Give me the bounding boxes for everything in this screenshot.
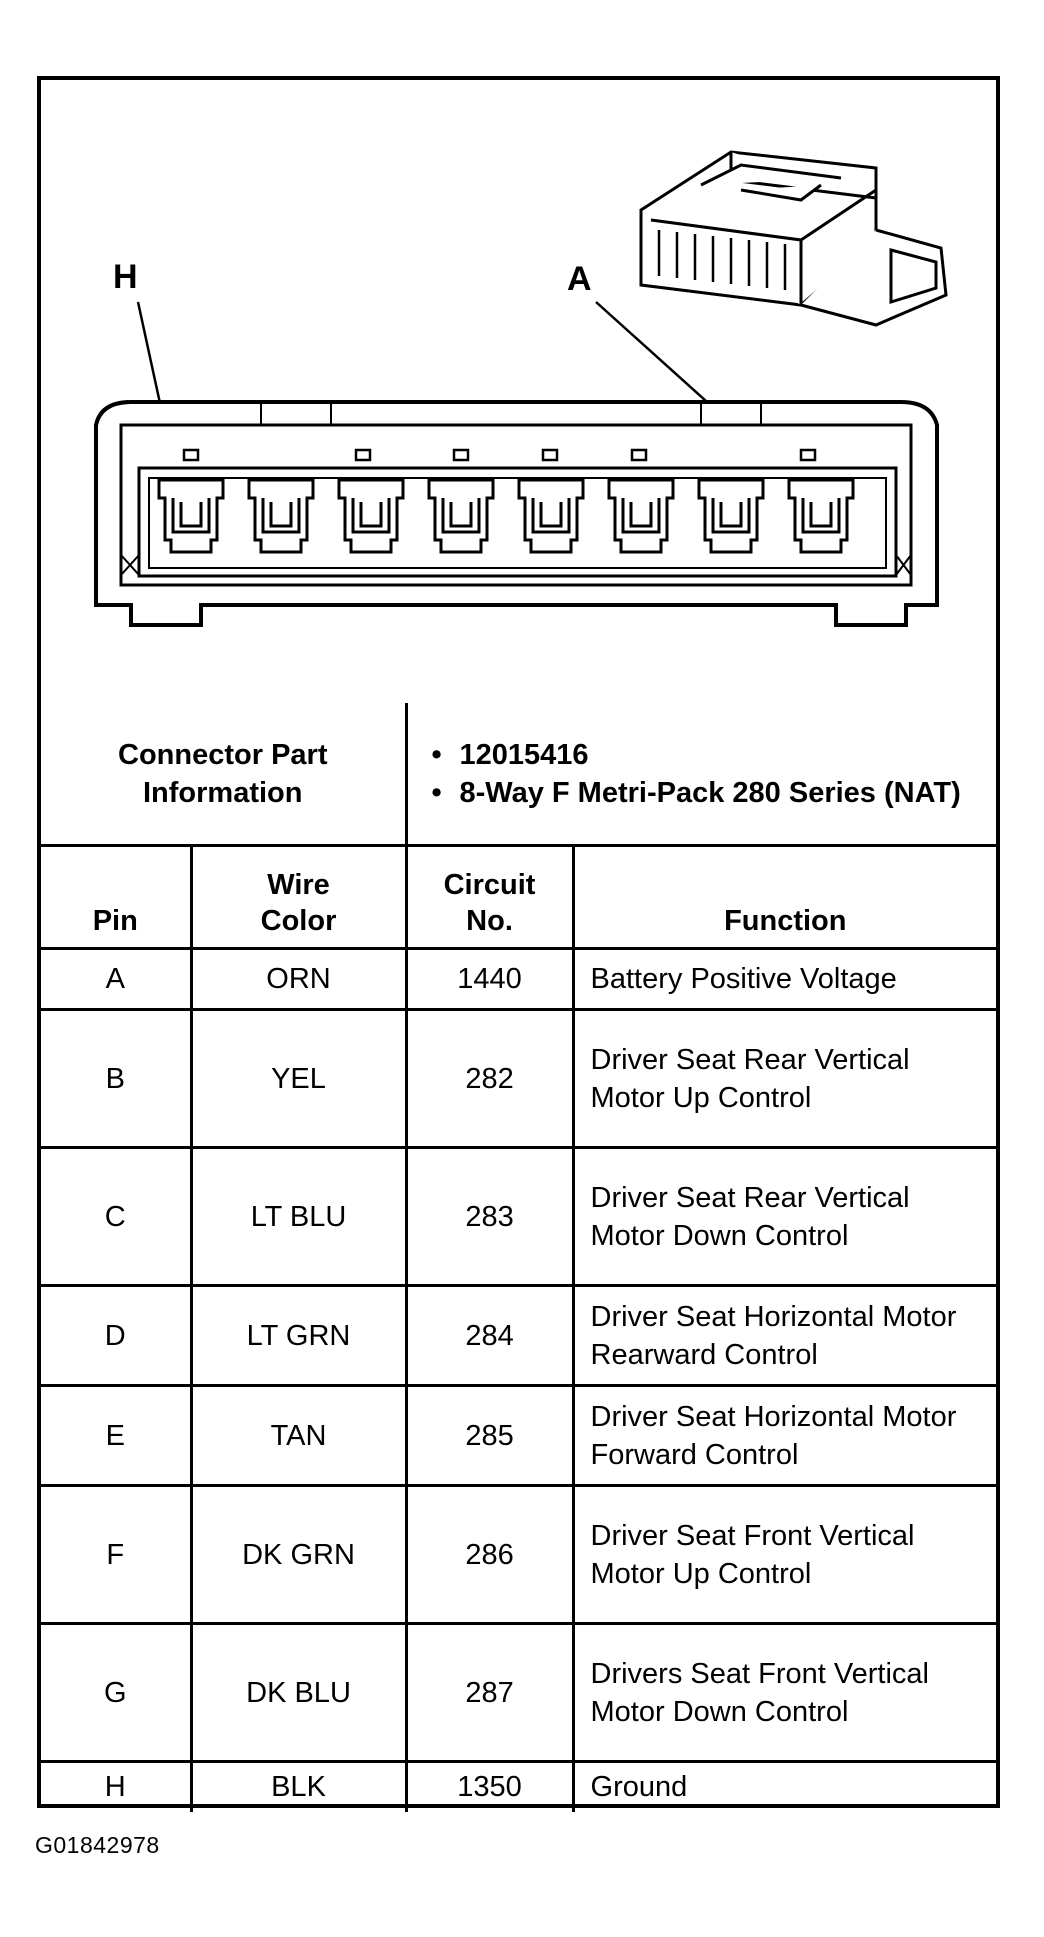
circuit-cell: 1350 xyxy=(406,1762,573,1812)
connector-info-label: Connector Part Information xyxy=(41,703,406,846)
cavity-a xyxy=(789,480,853,552)
connector-description: • 8-Way F Metri-Pack 280 Series (NAT) xyxy=(432,774,997,812)
table-row xyxy=(41,1148,996,1286)
wire-color-cell: LT BLU xyxy=(191,1148,406,1286)
table-row xyxy=(41,1762,996,1812)
figure-code: G01842978 xyxy=(35,1832,160,1858)
circuit-cell: 285 xyxy=(406,1386,573,1486)
pin-cell: E xyxy=(41,1386,191,1486)
table-row xyxy=(41,1386,996,1486)
pin-cell: D xyxy=(41,1286,191,1386)
pin-cell: G xyxy=(41,1624,191,1762)
table-row xyxy=(41,1010,996,1148)
table-row xyxy=(41,1486,996,1624)
pin-cell: B xyxy=(41,1010,191,1148)
part-number: • 12015416 xyxy=(432,736,997,774)
cavity-b xyxy=(699,480,763,552)
header-circuit-no: Circuit No. xyxy=(406,846,573,949)
header-wire-color: Wire Color xyxy=(191,846,406,949)
pin-cell: A xyxy=(41,949,191,1010)
wire-color-cell: DK GRN xyxy=(191,1486,406,1624)
function-cell: Driver Seat Rear Vertical Motor Up Control xyxy=(573,1010,996,1148)
header-pin: Pin xyxy=(41,846,191,949)
circuit-cell: 284 xyxy=(406,1286,573,1386)
connector-drawing xyxy=(41,80,996,703)
pin-a-callout: A xyxy=(567,260,592,298)
circuit-cell: 1440 xyxy=(406,949,573,1010)
connector-info-row xyxy=(41,703,996,846)
function-cell: Ground xyxy=(573,1762,996,1812)
table-header-row xyxy=(41,846,996,949)
wire-color-cell: LT GRN xyxy=(191,1286,406,1386)
wire-color-cell: YEL xyxy=(191,1010,406,1148)
circuit-cell: 287 xyxy=(406,1624,573,1762)
circuit-cell: 282 xyxy=(406,1010,573,1148)
connector-diagram xyxy=(41,80,996,703)
connector-info-list xyxy=(408,736,997,812)
function-cell: Driver Seat Horizontal Motor Forward Control xyxy=(573,1386,996,1486)
circuit-cell: 283 xyxy=(406,1148,573,1286)
wire-color-cell: TAN xyxy=(191,1386,406,1486)
connector-info-values xyxy=(406,703,996,846)
connector-figure-frame xyxy=(37,76,1000,1808)
function-cell: Battery Positive Voltage xyxy=(573,949,996,1010)
wire-color-cell: DK BLU xyxy=(191,1624,406,1762)
wire-color-cell: BLK xyxy=(191,1762,406,1812)
cavity-e xyxy=(429,480,493,552)
cavity-h xyxy=(159,480,223,552)
wire-color-cell: ORN xyxy=(191,949,406,1010)
pinout-table xyxy=(41,703,996,1812)
table-row xyxy=(41,1624,996,1762)
function-cell: Driver Seat Rear Vertical Motor Down Control xyxy=(573,1148,996,1286)
function-cell: Drivers Seat Front Vertical Motor Down Control xyxy=(573,1624,996,1762)
table-row xyxy=(41,949,996,1010)
cavity-d xyxy=(519,480,583,552)
cavity-g xyxy=(249,480,313,552)
pin-cell: C xyxy=(41,1148,191,1286)
pin-h-callout: H xyxy=(113,258,138,296)
pin-cell: H xyxy=(41,1762,191,1812)
connector-3d-illustration xyxy=(641,152,946,325)
table-row xyxy=(41,1286,996,1386)
pin-cell: F xyxy=(41,1486,191,1624)
cavity-f xyxy=(339,480,403,552)
header-function: Function xyxy=(573,846,996,949)
function-cell: Driver Seat Front Vertical Motor Up Control xyxy=(573,1486,996,1624)
function-cell: Driver Seat Horizontal Motor Rearward Control xyxy=(573,1286,996,1386)
cavity-c xyxy=(609,480,673,552)
circuit-cell: 286 xyxy=(406,1486,573,1624)
